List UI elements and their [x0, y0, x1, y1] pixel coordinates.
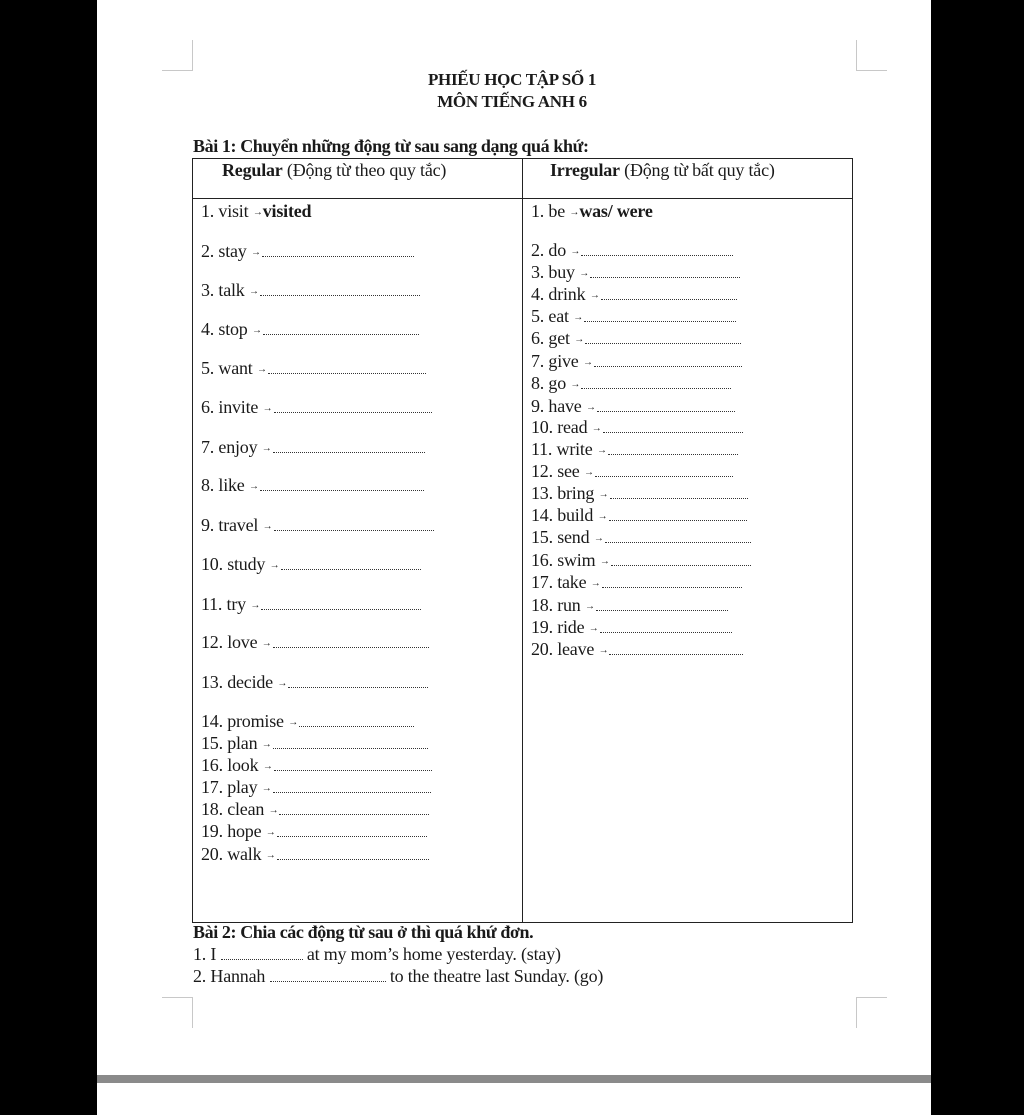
- crop-mark-bottom-left: [162, 997, 193, 1028]
- irregular-item-15: [531, 526, 751, 550]
- regular-item-19: [201, 820, 427, 844]
- exercise2-heading: Bài 2: Chia các động từ sau ở thì quá khứ đơn.: [193, 922, 534, 942]
- regular-item-4: [201, 318, 419, 342]
- regular-item-17: [201, 776, 431, 800]
- arrow-icon: →: [249, 285, 259, 297]
- next-page-edge: [97, 1083, 931, 1115]
- verb-label: 6. get: [531, 328, 570, 348]
- sentence-end: to the theatre last Sunday. (go): [389, 966, 604, 986]
- past-form-answer: visited: [262, 201, 312, 221]
- verb-label: 18. clean: [201, 799, 265, 819]
- verb-label: 10. read: [531, 417, 588, 437]
- answer-blank[interactable]: [610, 492, 748, 499]
- arrow-icon: →: [251, 246, 261, 258]
- answer-blank[interactable]: [608, 448, 738, 455]
- arrow-icon: →: [583, 356, 593, 368]
- arrow-icon: →: [591, 422, 602, 434]
- verb-label: 16. swim: [531, 550, 596, 570]
- answer-blank[interactable]: [601, 293, 737, 300]
- answer-blank[interactable]: [273, 742, 428, 749]
- answer-blank[interactable]: [260, 484, 424, 491]
- regular-item-2: [201, 240, 414, 264]
- irregular-item-17: [531, 571, 742, 595]
- irregular-item-11: [531, 438, 738, 462]
- irregular-column-header: [550, 160, 775, 181]
- table-column-divider: [522, 158, 523, 923]
- arrow-icon: →: [599, 555, 610, 567]
- answer-blank[interactable]: [273, 641, 429, 648]
- arrow-icon: →: [261, 738, 272, 750]
- irregular-item-13: [531, 482, 748, 506]
- regular-item-8: [201, 474, 424, 498]
- verb-label: 7. give: [531, 351, 579, 371]
- arrow-icon: →: [277, 677, 288, 689]
- arrow-icon: →: [570, 378, 581, 390]
- arrow-icon: →: [596, 444, 607, 456]
- arrow-icon: →: [265, 826, 276, 838]
- verb-label: 6. invite: [201, 397, 259, 417]
- exercise2-sentence-1: [193, 944, 561, 965]
- arrow-icon: →: [597, 510, 608, 522]
- verb-label: 11. write: [531, 439, 593, 459]
- verb-label: 20. leave: [531, 639, 595, 659]
- irregular-item-14: [531, 504, 747, 528]
- irregular-item-2: [531, 239, 733, 263]
- verb-label: 12. see: [531, 461, 580, 481]
- answer-blank[interactable]: [261, 603, 421, 610]
- answer-blank[interactable]: [594, 360, 742, 367]
- verb-label: 9. have: [531, 396, 582, 416]
- verb-label: 8. like: [201, 475, 245, 495]
- past-form-answer: was/ were: [579, 201, 653, 221]
- verb-label: 11. try: [201, 594, 246, 614]
- regular-item-7: [201, 436, 425, 460]
- answer-blank[interactable]: [279, 808, 429, 815]
- verb-label: 19. hope: [201, 821, 262, 841]
- arrow-icon: →: [598, 644, 609, 656]
- arrow-icon: →: [598, 488, 609, 500]
- verb-label: 4. drink: [531, 284, 586, 304]
- verb-label: 5. eat: [531, 306, 569, 326]
- regular-item-11: [201, 593, 421, 617]
- regular-header-bold: Regular: [222, 160, 283, 180]
- regular-item-5: [201, 357, 426, 381]
- arrow-icon: →: [261, 782, 272, 794]
- irregular-header-note: (Động từ bất quy tắc): [619, 160, 775, 180]
- answer-blank[interactable]: [273, 786, 431, 793]
- arrow-icon: →: [569, 206, 580, 218]
- arrow-icon: →: [574, 333, 585, 345]
- irregular-item-7: [531, 350, 742, 374]
- answer-blank[interactable]: [611, 559, 751, 566]
- verb-label: 17. play: [201, 777, 258, 797]
- sentence-end: at my mom’s home yesterday. (stay): [306, 944, 561, 964]
- answer-blank[interactable]: [274, 524, 434, 531]
- verb-label: 17. take: [531, 572, 587, 592]
- answer-blank[interactable]: [268, 367, 426, 374]
- arrow-icon: →: [586, 401, 596, 413]
- irregular-item-8: [531, 372, 731, 396]
- verb-label: 13. bring: [531, 483, 595, 503]
- verb-label: 16. look: [201, 755, 259, 775]
- answer-blank[interactable]: [281, 563, 421, 570]
- regular-item-1: [201, 200, 311, 224]
- verb-label: 3. buy: [531, 262, 575, 282]
- verb-label: 7. enjoy: [201, 437, 258, 457]
- irregular-item-20: [531, 638, 743, 662]
- irregular-item-4: [531, 283, 737, 307]
- arrow-icon: →: [585, 600, 595, 612]
- answer-blank[interactable]: [609, 514, 747, 521]
- arrow-icon: →: [257, 363, 267, 375]
- answer-blank[interactable]: [299, 720, 414, 727]
- answer-blank[interactable]: [288, 681, 428, 688]
- answer-blank[interactable]: [596, 604, 728, 611]
- regular-header-note: (Động từ theo quy tắc): [282, 160, 447, 180]
- irregular-header-bold: Irregular: [550, 160, 620, 180]
- arrow-icon: →: [570, 245, 581, 257]
- arrow-icon: →: [588, 622, 599, 634]
- arrow-icon: →: [269, 559, 280, 571]
- arrow-icon: →: [590, 577, 601, 589]
- regular-column-header: [222, 160, 446, 181]
- arrow-icon: →: [262, 402, 273, 414]
- regular-item-12: [201, 631, 429, 655]
- arrow-icon: →: [589, 289, 600, 301]
- verb-label: 13. decide: [201, 672, 273, 692]
- answer-blank[interactable]: [600, 626, 732, 633]
- answer-blank[interactable]: [274, 406, 432, 413]
- irregular-item-16: [531, 549, 751, 573]
- exercise2-sentence-2: [193, 966, 603, 987]
- answer-blank[interactable]: [277, 830, 427, 837]
- arrow-icon: →: [265, 849, 276, 861]
- answer-blank[interactable]: [263, 328, 419, 335]
- arrow-icon: →: [250, 599, 261, 611]
- exercise1-heading: Bài 1: Chuyển những động từ sau sang dạng quá khứ:: [193, 136, 589, 156]
- arrow-icon: →: [288, 716, 299, 728]
- arrow-icon: →: [268, 804, 279, 816]
- irregular-item-12: [531, 460, 733, 484]
- arrow-icon: →: [593, 532, 604, 544]
- answer-blank[interactable]: [584, 315, 736, 322]
- arrow-icon: →: [261, 442, 272, 454]
- answer-blank[interactable]: [609, 648, 743, 655]
- answer-blank[interactable]: [597, 405, 735, 412]
- answer-blank[interactable]: [260, 289, 420, 296]
- answer-blank[interactable]: [603, 426, 743, 433]
- regular-item-6: [201, 396, 432, 420]
- answer-blank[interactable]: [605, 536, 751, 543]
- verb-label: 12. love: [201, 632, 258, 652]
- irregular-item-3: [531, 261, 740, 285]
- answer-blank[interactable]: [273, 446, 425, 453]
- answer-blank[interactable]: [270, 975, 386, 982]
- answer-blank[interactable]: [277, 853, 429, 860]
- verb-label: 8. go: [531, 373, 567, 393]
- irregular-item-10: [531, 416, 743, 440]
- arrow-icon: →: [262, 760, 273, 772]
- regular-item-10: [201, 553, 421, 577]
- regular-item-14: [201, 710, 414, 734]
- verb-label: 5. want: [201, 358, 253, 378]
- crop-mark-top-right: [856, 40, 887, 71]
- arrow-icon: →: [573, 311, 583, 323]
- verb-label: 3. talk: [201, 280, 245, 300]
- verb-label: 2. do: [531, 240, 567, 260]
- answer-blank[interactable]: [274, 764, 432, 771]
- irregular-item-6: [531, 327, 741, 351]
- regular-item-15: [201, 732, 428, 756]
- irregular-item-5: [531, 305, 736, 329]
- arrow-icon: →: [261, 637, 272, 649]
- regular-item-20: [201, 843, 429, 867]
- answer-blank[interactable]: [581, 249, 733, 256]
- answer-blank[interactable]: [602, 581, 742, 588]
- table-header-divider: [192, 198, 852, 199]
- regular-item-13: [201, 671, 428, 695]
- answer-blank[interactable]: [595, 470, 733, 477]
- irregular-item-19: [531, 616, 732, 640]
- sentence-start: 1. I: [193, 944, 217, 964]
- irregular-item-18: [531, 594, 728, 618]
- arrow-icon: →: [252, 324, 262, 336]
- verb-label: 9. travel: [201, 515, 259, 535]
- regular-item-16: [201, 754, 432, 778]
- arrow-icon: →: [249, 480, 259, 492]
- subject-title: MÔN TIẾNG ANH 6: [437, 92, 587, 111]
- verb-label: 2. stay: [201, 241, 247, 261]
- verb-label: 15. send: [531, 527, 590, 547]
- verb-label: 4. stop: [201, 319, 248, 339]
- sentence-start: 2. Hannah: [193, 966, 266, 986]
- verb-label: 15. plan: [201, 733, 258, 753]
- arrow-icon: →: [584, 466, 594, 478]
- arrow-icon: →: [579, 267, 590, 279]
- crop-mark-bottom-right: [856, 997, 887, 1028]
- regular-item-18: [201, 798, 429, 822]
- crop-mark-top-left: [162, 40, 193, 71]
- answer-blank[interactable]: [585, 337, 741, 344]
- arrow-icon: →: [252, 206, 263, 218]
- irregular-item-1: [531, 200, 653, 224]
- verb-label: 18. run: [531, 595, 581, 615]
- worksheet-title: PHIẾU HỌC TẬP SỐ 1: [427, 70, 597, 89]
- verb-label: 10. study: [201, 554, 266, 574]
- regular-item-9: [201, 514, 434, 538]
- regular-item-3: [201, 279, 420, 303]
- verb-label: 14. promise: [201, 711, 284, 731]
- answer-blank[interactable]: [221, 953, 303, 960]
- page-scroll-bar[interactable]: [97, 1075, 931, 1083]
- verb-label: 14. build: [531, 505, 594, 525]
- verb-label: 19. ride: [531, 617, 585, 637]
- answer-blank[interactable]: [590, 271, 740, 278]
- answer-blank[interactable]: [581, 382, 731, 389]
- verb-label: 1. be: [531, 201, 565, 221]
- answer-blank[interactable]: [262, 250, 414, 257]
- verb-label: 1. visit: [201, 201, 249, 221]
- arrow-icon: →: [262, 520, 273, 532]
- verb-label: 20. walk: [201, 844, 262, 864]
